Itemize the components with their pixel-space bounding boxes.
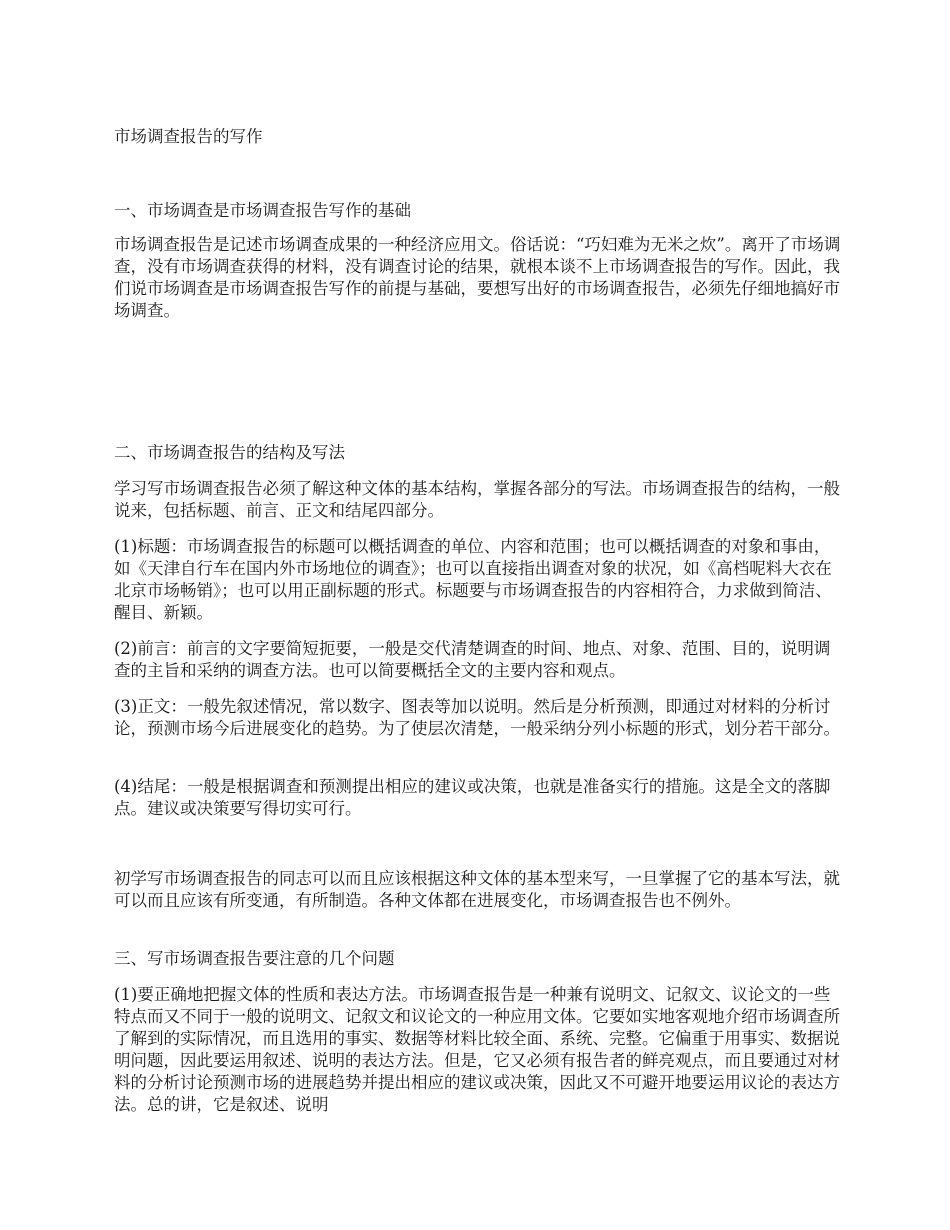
item-ending-paragraph: (4)结尾：一般是根据调查和预测提出相应的建议或决策，也就是准备实行的措施。这是全文的落脚点。建议或决策要写得切实可行。 (114, 777, 831, 818)
section-2-closing: 初学写市场调查报告的同志可以而且应该根据这种文体的基本型来写，一旦掌握了它的基本写法，就可以而且应该有所变通，有所制造。各种文体都在进展变化，市场调查报告也不例外。 (114, 869, 840, 910)
document-title: 市场调查报告的写作 (114, 127, 263, 146)
item-preface-paragraph: (2)前言：前言的文字要简短扼要，一般是交代清楚调查的时间、地点、对象、范围、目的，说明调查的主旨和采纳的调查方法。也可以简要概括全文的主要内容和观点。 (114, 639, 831, 680)
section-1-heading: 一、市场调查是市场调查报告写作的基础 (114, 201, 411, 220)
section-2-intro: 学习写市场调查报告必须了解这种文体的基本结构，掌握各部分的写法。市场调查报告的结构，一般说来，包括标题、前言、正文和结尾四部分。 (114, 479, 840, 520)
section-1-paragraph: 市场调查报告是记述市场调查成果的一种经济应用文。俗话说：“巧妇难为无米之炊”。离开了市场调查，没有市场调查获得的材料，没有调查讨论的结果，就根本谈不上市场调查报告的写作。因此，我们说市场调查是市场调查报告写作的前提与基础，要想写出好的市场调查报告，必须先仔细地搞好市场调查。 (114, 235, 841, 320)
section-3-paragraph: (1)要正确地把握文体的性质和表达方法。市场调查报告是一种兼有说明文、记叙文、议论文的一些特点而又不同于一般的说明文、记叙文和议论文的一种应用文体。它要如实地客观地介绍市场调查所了解到的实际情况，而且选用的事实、数据等材料比较全面、系统、完整。它偏重于用事实、数据说明问题，因此要运用叙述、说明的表达方法。但是，它又必须有报告者的鲜亮观点，而且要通过对材料的分析讨论预测市场的进展趋势并提出相应的建议或决策，因此又不可避开地要运用议论的表达方法。总的讲，它是叙述、说明 (114, 985, 840, 1114)
item-body-paragraph: (3)正文：一般先叙述情况，常以数字、图表等加以说明。然后是分析预测，即通过对材料的分析讨论，预测市场今后进展变化的趋势。为了使层次清楚，一般采纳分列小标题的形式，划分若干部分。 (114, 697, 840, 738)
section-2-heading: 二、市场调查报告的结构及写法 (114, 443, 345, 462)
item-title-paragraph: (1)标题：市场调查报告的标题可以概括调查的单位、内容和范围；也可以概括调查的对象和事由，如《天津自行车在国内外市场地位的调查》；也可以直接指出调查对象的状况，如《高档呢料大衣在北京市场畅销》；也可以用正副标题的形式。标题要与市场调查报告的内容相符合，力求做到简洁、醒目、新颖。 (114, 537, 832, 622)
section-3-heading: 三、写市场调查报告要注意的几个问题 (114, 949, 395, 968)
